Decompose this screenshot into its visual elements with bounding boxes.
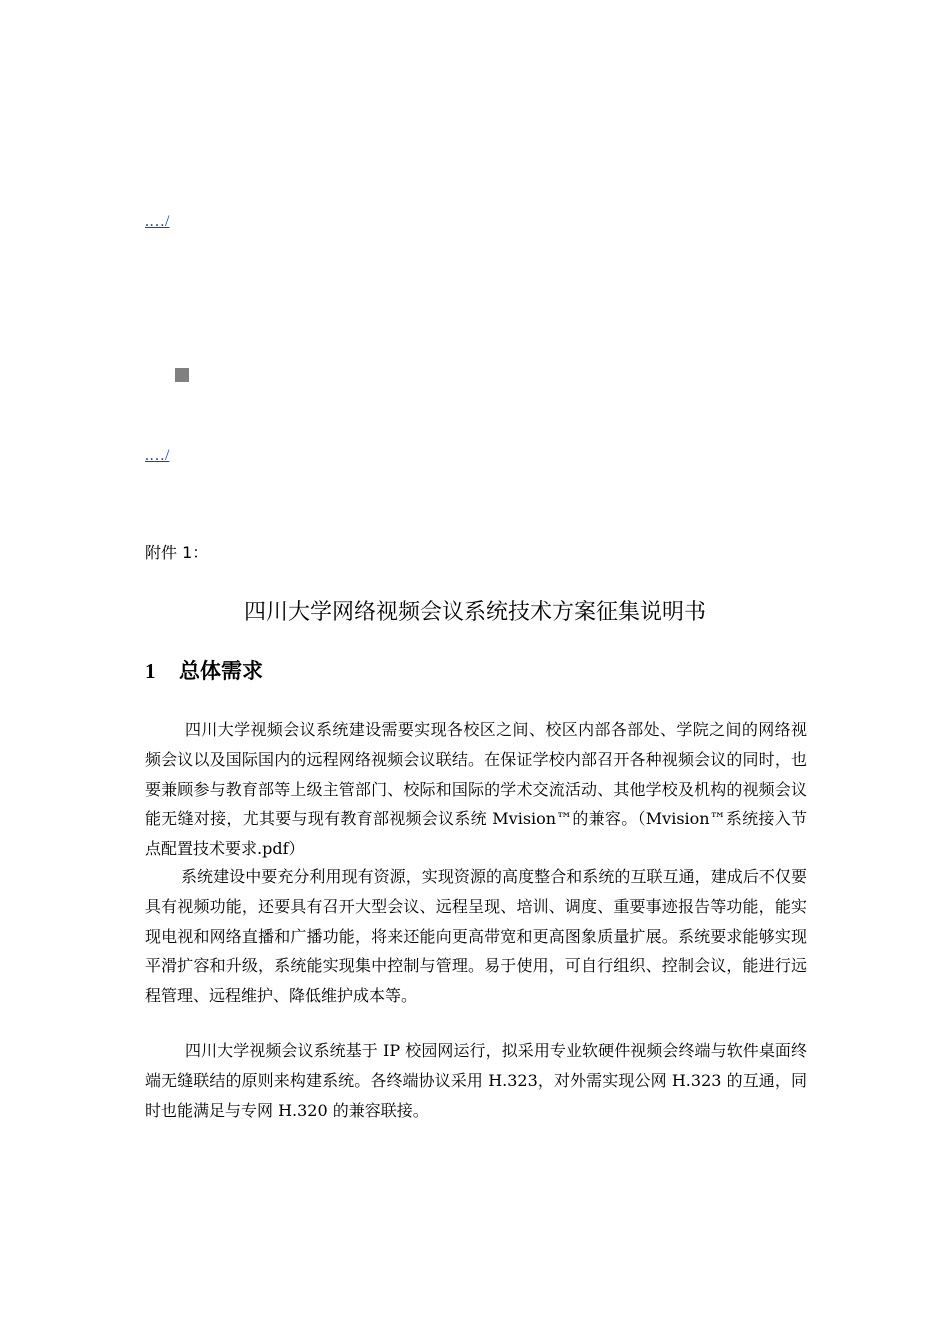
document-title: 四川大学网络视频会议系统技术方案征集说明书 (243, 600, 706, 625)
square-placeholder-icon (175, 368, 189, 382)
link-bottom[interactable]: .…/ (145, 447, 170, 464)
attachment-label: 附件 1： (145, 543, 209, 562)
section-number: 1 (145, 659, 156, 683)
section-heading-text: 总体需求 (179, 659, 263, 683)
section-heading (145, 656, 263, 686)
paragraph-1: 四川大学视频会议系统建设需要实现各校区之间、校区内部各部处、学院之间的网络视频会议以及国际国内的远程网络视频会议联结。在保证学校内部召开各种视频会议的同时，也要兼顾参与教育部等上级主管部门、校际和国际的学术交流活动、其他学校及机构的视频会议能无缝对接，尤其要与现有教育部视频会议系统 Mvision™的兼容。（Mvision™系统接入节点配置技术要求.pdf） (145, 720, 807, 859)
paragraph-2: 系统建设中要充分利用现有资源，实现资源的高度整合和系统的互联互通，建成后不仅要具有视频功能，还要具有召开大型会议、远程呈现、培训、调度、重要事迹报告等功能，能实现电视和网络直播和广播功能，将来还能向更高带宽和更高图象质量扩展。系统要求能够实现平滑扩容和升级，系统能实现集中控制与管理。易于使用，可自行组织、控制会议，能进行远程管理、远程维护、降低维护成本等。 (145, 867, 807, 1006)
paragraph-3: 四川大学视频会议系统基于 IP 校园网运行，拟采用专业软硬件视频会终端与软件桌面终端无缝联结的原则来构建系统。各终端协议采用 H.323，对外需实现公网 H.323 的互通，同时也能满足与专网 H.320 的兼容联接。 (145, 1041, 807, 1120)
link-top[interactable]: .…/ (145, 213, 170, 230)
